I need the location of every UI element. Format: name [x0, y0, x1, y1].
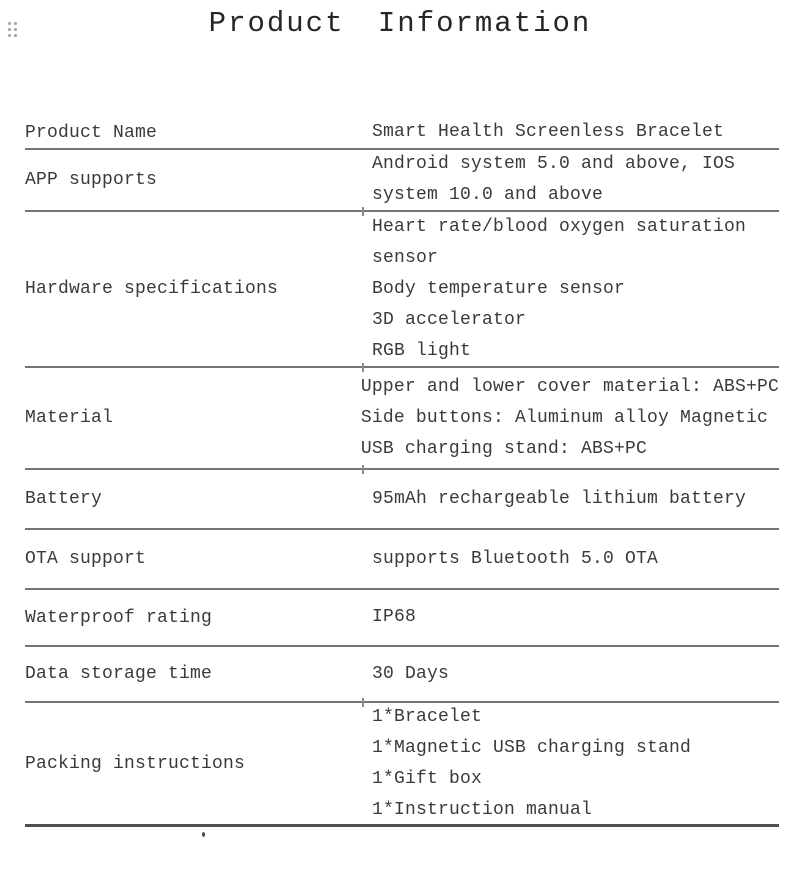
value-line: system 10.0 and above — [372, 185, 604, 205]
row-label: Waterproof rating — [25, 607, 213, 628]
value-line: Body temperature sensor — [372, 278, 626, 299]
table-row-waterproof-rating — [25, 590, 779, 647]
row-value — [372, 117, 779, 148]
value-line: 1*Gift box — [372, 768, 483, 789]
value-line: Side buttons: Aluminum alloy Magnetic — [360, 407, 768, 428]
row-value — [372, 212, 779, 366]
table-row-app-supports — [25, 150, 779, 212]
column-divider-tick — [362, 465, 364, 474]
column-divider-tick — [362, 207, 364, 216]
table-row-product-name — [25, 117, 779, 150]
row-label: Packing instructions — [25, 753, 246, 774]
drag-handle-icon[interactable] — [7, 21, 18, 38]
value-line: RGB light — [372, 340, 472, 361]
table-row-hardware-specifications — [25, 212, 779, 368]
table-row-material — [25, 368, 779, 470]
row-value — [372, 530, 779, 588]
value-line: 1*Magnetic USB charging stand — [372, 737, 692, 758]
value-line: 1*Bracelet — [372, 706, 483, 727]
row-value — [361, 368, 779, 468]
row-label: Material — [25, 408, 114, 428]
row-value — [372, 150, 779, 210]
value-line: IP68 — [372, 607, 417, 627]
row-value — [372, 703, 779, 824]
column-divider-tick — [362, 363, 364, 372]
row-label: APP supports — [25, 170, 158, 190]
table-row-ota-support — [25, 530, 779, 590]
value-line: sensor — [372, 247, 439, 268]
row-label: OTA support — [25, 549, 147, 569]
dot — [14, 22, 17, 25]
table-row-packing-instructions — [25, 703, 779, 827]
dot — [8, 22, 11, 25]
row-value — [372, 470, 779, 528]
dot — [8, 34, 11, 37]
column-divider-tick — [362, 698, 364, 707]
row-label: Hardware specifications — [25, 279, 279, 299]
row-label: Battery — [25, 489, 103, 509]
value-line: USB charging stand: ABS+PC — [360, 438, 647, 459]
value-line: 1*Instruction manual — [372, 799, 593, 820]
dot — [14, 28, 17, 31]
value-line: Upper and lower cover material: ABS+PC — [360, 376, 779, 397]
product-info-table — [25, 117, 779, 827]
table-row-data-storage-time — [25, 647, 779, 703]
value-line: 30 Days — [372, 663, 450, 684]
ink-speck — [202, 832, 205, 837]
value-line: supports Bluetooth 5.0 OTA — [372, 548, 659, 569]
table-row-battery — [25, 470, 779, 530]
value-line: 95mAh rechargeable lithium battery — [372, 488, 747, 509]
value-line: Android system 5.0 and above, IOS — [372, 154, 736, 174]
value-line: Smart Health Screenless Bracelet — [372, 122, 725, 142]
page-title: Product Information — [208, 7, 592, 40]
row-value — [372, 590, 779, 645]
value-line: Heart rate/blood oxygen saturation — [372, 216, 747, 237]
row-label: Product Name — [25, 122, 158, 143]
dot — [14, 34, 17, 37]
row-label: Data storage time — [25, 664, 213, 684]
dot — [8, 28, 11, 31]
row-value — [372, 647, 779, 701]
value-line: 3D accelerator — [372, 309, 527, 330]
